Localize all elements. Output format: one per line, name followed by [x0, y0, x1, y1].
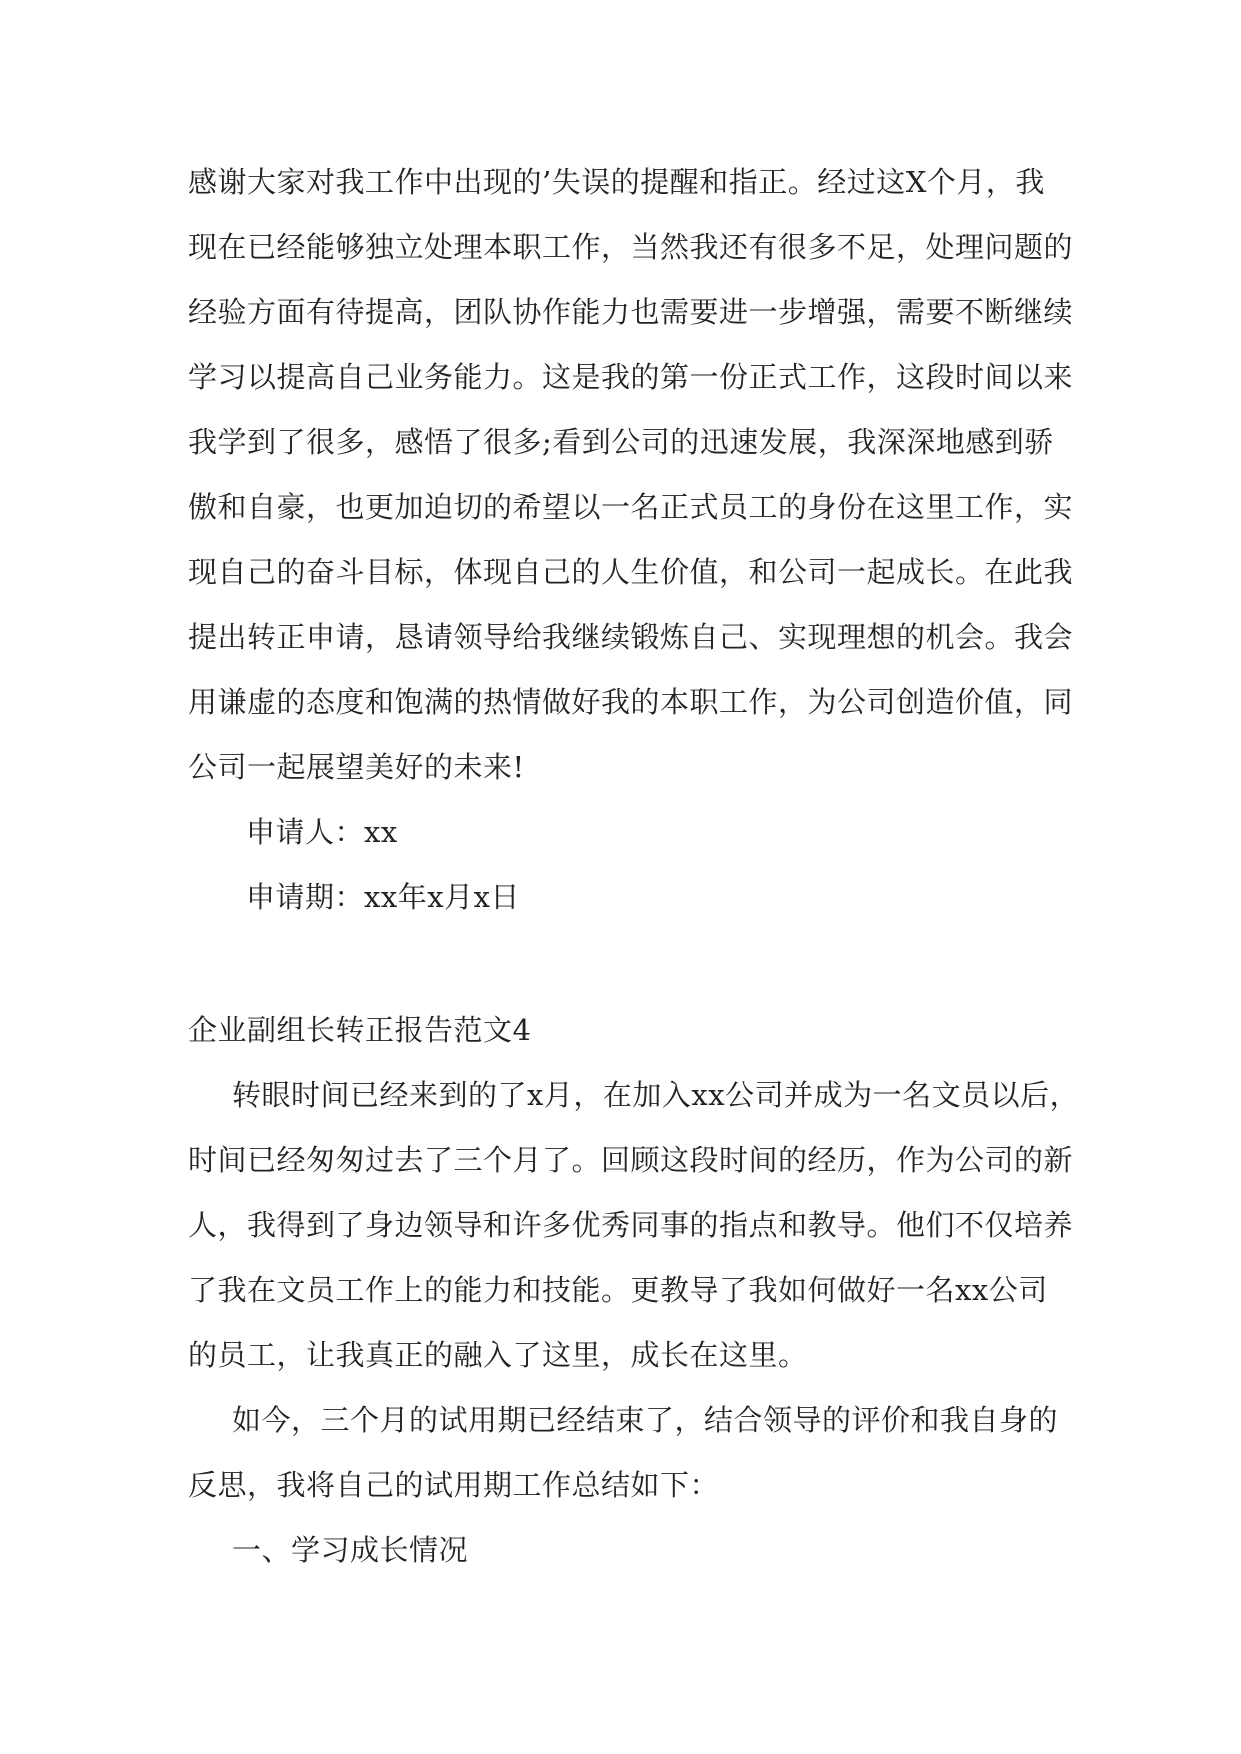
paragraph-line: 经验方面有待提高，团队协作能力也需要进一步增强，需要不断继续 [188, 295, 1074, 329]
paragraph-line: 用谦虚的态度和饱满的热情做好我的本职工作，为公司创造价值，同 [188, 685, 1074, 719]
paragraph-line: 反思，我将自己的试用期工作总结如下： [188, 1468, 720, 1502]
section-heading: 一、学习成长情况 [232, 1533, 469, 1567]
paragraph-line: 学习以提高自己业务能力。这是我的第一份正式工作，这段时间以来 [188, 360, 1074, 394]
paragraph-line: 时间已经匆匆过去了三个月了。回顾这段时间的经历，作为公司的新 [188, 1143, 1074, 1177]
paragraph-line: 公司一起展望美好的未来! [188, 750, 525, 784]
applicant-line: 申请人：xx [246, 815, 398, 849]
paragraph-line: 转眼时间已经来到的了x月，在加入xx公司并成为一名文员以后， [232, 1078, 1080, 1112]
paragraph-line: 提出转正申请，恳请领导给我继续锻炼自己、实现理想的机会。我会 [188, 620, 1074, 654]
application-date-line: 申请期：xx年x月x日 [246, 880, 520, 914]
paragraph-line: 了我在文员工作上的能力和技能。更教导了我如何做好一名xx公司 [188, 1273, 1048, 1307]
paragraph-line: 的员工，让我真正的融入了这里，成长在这里。 [188, 1338, 808, 1372]
paragraph-line: 我学到了很多，感悟了很多;看到公司的迅速发展，我深深地感到骄 [188, 425, 1054, 459]
paragraph-line: 傲和自豪，也更加迫切的希望以一名正式员工的身份在这里工作，实 [188, 490, 1074, 524]
section-title: 企业副组长转正报告范文4 [188, 1013, 532, 1047]
paragraph-line: 如今，三个月的试用期已经结束了，结合领导的评价和我自身的 [232, 1403, 1059, 1437]
paragraph-line: 感谢大家对我工作中出现的’失误的提醒和指正。经过这X个月，我 [188, 165, 1045, 199]
paragraph-line: 人，我得到了身边领导和许多优秀同事的指点和教导。他们不仅培养 [188, 1208, 1074, 1242]
paragraph-line: 现在已经能够独立处理本职工作，当然我还有很多不足，处理问题的 [188, 230, 1074, 264]
paragraph-line: 现自己的奋斗目标，体现自己的人生价值，和公司一起成长。在此我 [188, 555, 1074, 589]
